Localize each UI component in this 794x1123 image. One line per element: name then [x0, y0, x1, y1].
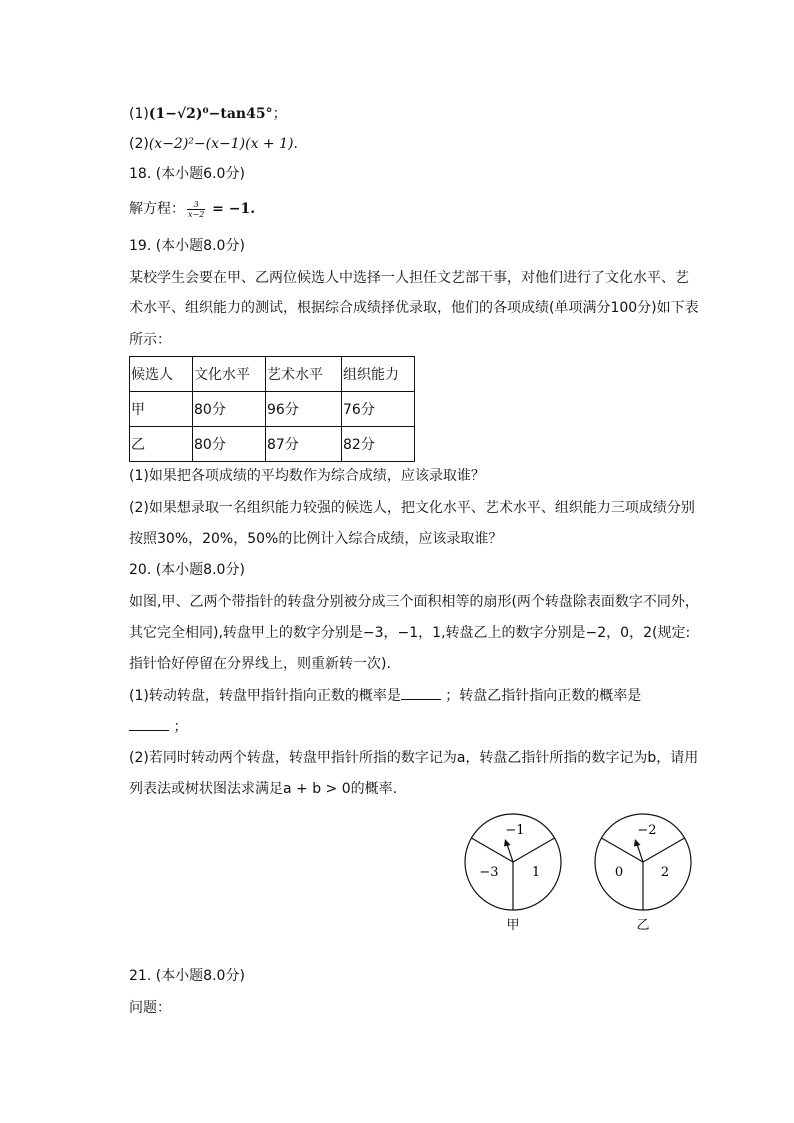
q20-sub2-line2: 列表法或树状图法求满足a + b > 0的概率. — [129, 781, 398, 797]
table-header-cell: 候选人 — [130, 357, 193, 392]
table-row — [130, 392, 415, 427]
q21-header: 21. (本小题8.0分) — [129, 968, 245, 984]
q19-sub2-line1: (2)如果想录取一名组织能力较强的候选人，把文化水平、艺术水平、组织能力三项成绩分别 — [129, 500, 695, 516]
q18-equation: 解方程： $\frac{3}{x-2}$ = −1. — [129, 199, 256, 219]
q18-header: 18. (本小题6.0分) — [129, 166, 245, 182]
q20-text-line1: 如图,甲、乙两个带指针的转盘分别被分成三个面积相等的扇形(两个转盘除表面数字不同外， — [129, 594, 699, 610]
table-cell: 乙 — [130, 427, 193, 462]
q17-part2: (2)(x−2)²−(x−1)(x + 1). — [129, 136, 298, 152]
table-header-row — [130, 357, 415, 392]
q19-text-line2: 术水平、组织能力的测试，根据综合成绩择优录取，他们的各项成绩(单项满分100分)如下表 — [129, 300, 699, 316]
table-cell: 80分 — [193, 427, 266, 462]
q18-fraction: $\frac{3}{x-2}$ — [188, 199, 205, 219]
table-cell: 76分 — [342, 392, 415, 427]
table-header-cell: 艺术水平 — [266, 357, 342, 392]
q20-text-line3: 指针恰好停留在分界线上，则重新转一次). — [129, 656, 391, 672]
table-row — [130, 427, 415, 462]
wheel-yi-left: 0 — [614, 865, 624, 880]
answer-blank — [401, 685, 441, 700]
q20-header: 20. (本小题8.0分) — [129, 562, 245, 578]
answer-blank — [129, 716, 169, 731]
wheel-jia-left: −3 — [479, 865, 499, 880]
pointer-arrow-icon — [634, 839, 643, 862]
q19-text-line3: 所示： — [129, 332, 171, 348]
table-cell: 96分 — [266, 392, 342, 427]
table-header-cell: 组织能力 — [342, 357, 415, 392]
wheel-yi — [595, 814, 691, 933]
q20-sub1-line2: ； — [129, 716, 187, 737]
table-cell: 甲 — [130, 392, 193, 427]
table-cell: 80分 — [193, 392, 266, 427]
table-header-cell: 文化水平 — [193, 357, 266, 392]
wheel-jia-top: −1 — [505, 823, 525, 838]
table-cell: 87分 — [266, 427, 342, 462]
q20-text-line2: 其它完全相同),转盘甲上的数字分别是−3，−1，1,转盘乙上的数字分别是−2，0，2(规定: — [129, 625, 691, 641]
wheel-yi-top: −2 — [637, 823, 657, 838]
q20-sub1-line1: (1)转动转盘，转盘甲指针指向正数的概率是 ；转盘乙指针指向正数的概率是 — [129, 685, 641, 706]
wheel-yi-label: 乙 — [636, 918, 650, 933]
q17-part1-expression: (1−√2)⁰−tan45° — [148, 106, 273, 122]
q19-sub2-line2: 按照30%，20%，50%的比例计入综合成绩，应该录取谁？ — [129, 531, 503, 547]
q20-sub2-line1: (2)若同时转动两个转盘，转盘甲指针所指的数字记为a，转盘乙指针所指的数字记为b，请用 — [129, 750, 699, 766]
q19-text-line1: 某校学生会要在甲、乙两位候选人中选择一人担任文艺部干事，对他们进行了文化水平、艺 — [129, 270, 689, 286]
q21-text-line1: 问题： — [129, 1000, 171, 1016]
pointer-arrow-icon — [504, 839, 513, 862]
wheel-yi-right: 2 — [660, 865, 670, 880]
spinner-figure — [461, 806, 701, 936]
table-cell: 82分 — [342, 427, 415, 462]
wheel-jia-label: 甲 — [506, 918, 520, 933]
wheel-jia — [465, 814, 561, 933]
q17-part2-expression: (x−2)²−(x−1)(x + 1) — [148, 136, 294, 152]
q19-header: 19. (本小题8.0分) — [129, 238, 245, 254]
scores-table — [129, 356, 415, 462]
q17-part1: (1)(1−√2)⁰−tan45°； — [129, 106, 287, 122]
q19-sub1: (1)如果把各项成绩的平均数作为综合成绩，应该录取谁？ — [129, 468, 485, 484]
wheel-jia-right: 1 — [531, 865, 541, 880]
